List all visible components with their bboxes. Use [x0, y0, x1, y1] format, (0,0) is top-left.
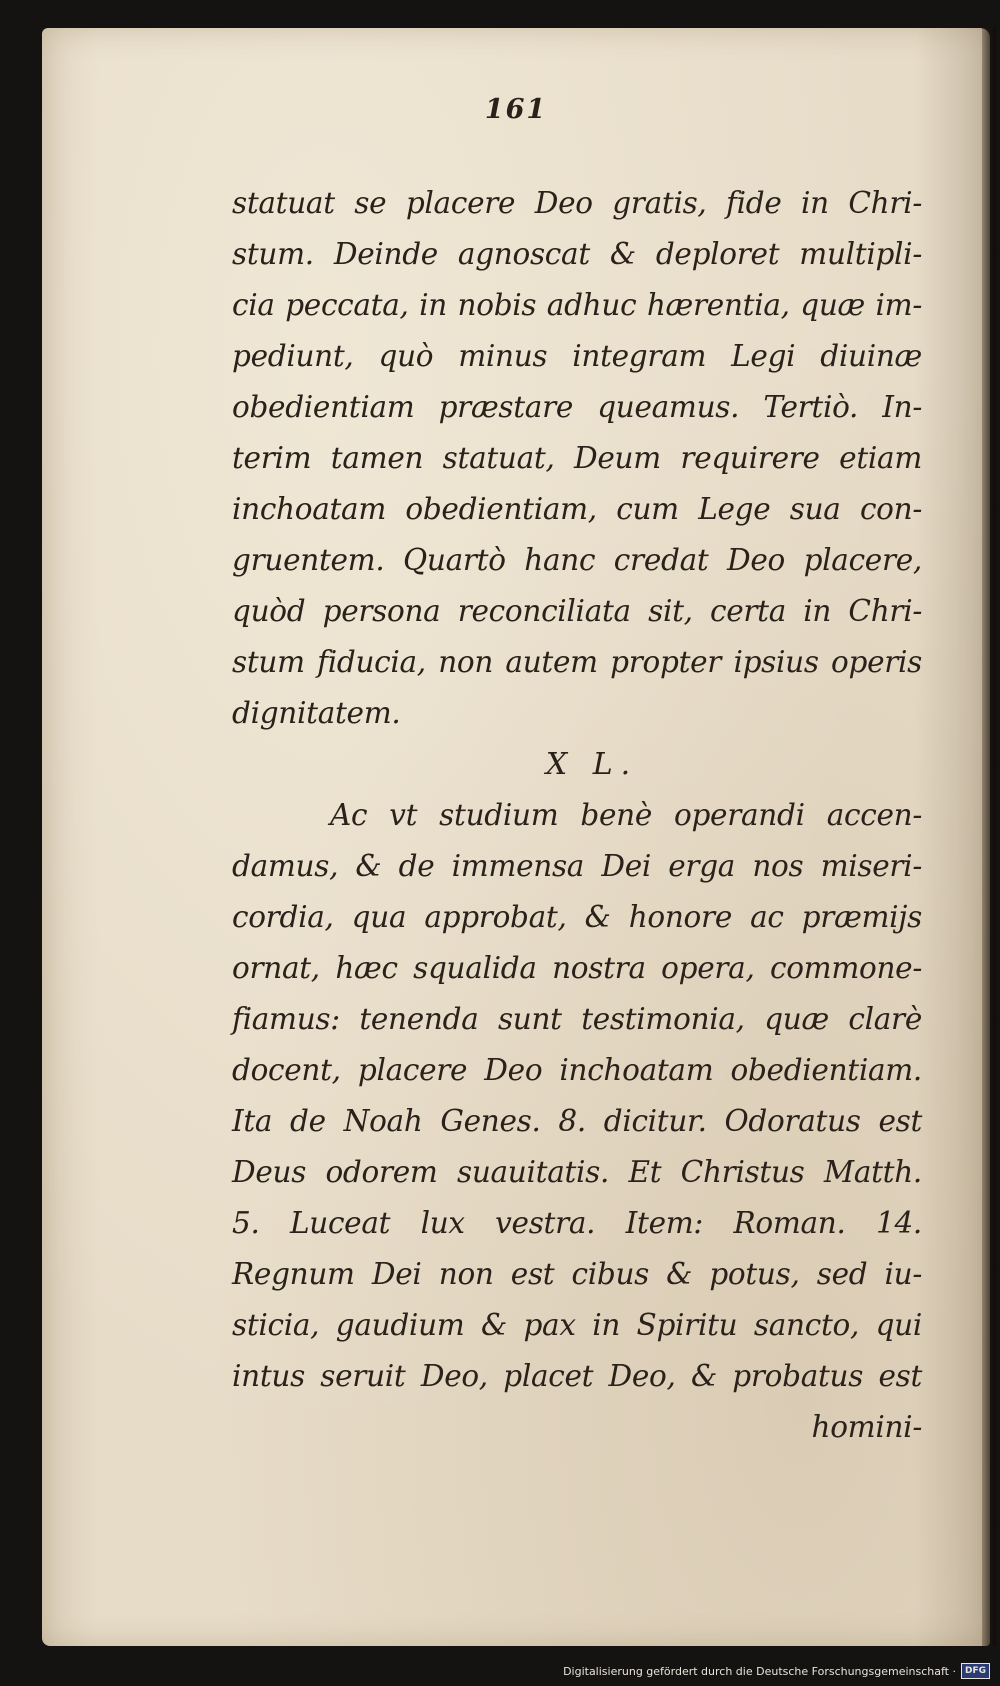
text-line: pediunt, quò minus integram Legi diuinæ	[232, 339, 922, 373]
text-line: inchoatam obedientiam, cum Lege sua con-	[232, 492, 922, 526]
paragraph-2	[232, 790, 922, 1402]
text-line: Deus odorem suauitatis. Et Christus Matth.	[232, 1155, 922, 1189]
section-heading: X L.	[545, 747, 639, 782]
text-line: obedientiam præstare queamus. Tertiò. In-	[232, 390, 922, 424]
text-line: terim tamen statuat, Deum requirere etiam	[232, 441, 922, 475]
text-line: statuat se placere Deo gratis, fide in Chri-	[232, 186, 922, 220]
digitization-credit	[563, 1663, 990, 1679]
text-line: gruentem. Quartò hanc credat Deo placere,	[232, 543, 922, 577]
catchword: homini-	[811, 1410, 922, 1444]
text-line: stum. Deinde agnoscat & deploret multipli-	[232, 237, 922, 271]
text-line: fiamus: tenenda sunt testimonia, quæ clarè	[232, 1002, 922, 1036]
text-line: 5. Luceat lux vestra. Item: Roman. 14.	[232, 1206, 922, 1240]
text-line: quòd persona reconciliata sit, certa in Chri-	[232, 594, 922, 628]
text-line: ornat, hæc squalida nostra opera, commone-	[232, 951, 922, 985]
text-line: dignitatem.	[232, 696, 401, 730]
text-line: Regnum Dei non est cibus & potus, sed iu-	[232, 1257, 922, 1291]
page-number: 161	[484, 94, 548, 125]
text-line: cia peccata, in nobis adhuc hærentia, quæ im-	[232, 288, 922, 322]
page-text	[232, 178, 922, 1453]
text-line: Ac vt studium benè operandi accen-	[330, 798, 922, 832]
text-line: cordia, qua approbat, & honore ac præmijs	[232, 900, 922, 934]
text-line: stum fiducia, non autem propter ipsius operis	[232, 645, 922, 679]
text-line: Ita de Noah Genes. 8. dicitur. Odoratus est	[232, 1104, 922, 1138]
paragraph-1	[232, 178, 922, 739]
book-page	[42, 28, 990, 1646]
credit-text: Digitalisierung gefördert durch die Deutsche Forschungsgemeinschaft ·	[563, 1664, 956, 1678]
dfg-logo: DFG	[961, 1663, 990, 1679]
text-line: docent, placere Deo inchoatam obedientiam.	[232, 1053, 922, 1087]
text-line: intus seruit Deo, placet Deo, & probatus est	[232, 1359, 922, 1393]
text-line: damus, & de immensa Dei erga nos miseri-	[232, 849, 922, 883]
text-line: sticia, gaudium & pax in Spiritu sancto, qui	[232, 1308, 922, 1342]
